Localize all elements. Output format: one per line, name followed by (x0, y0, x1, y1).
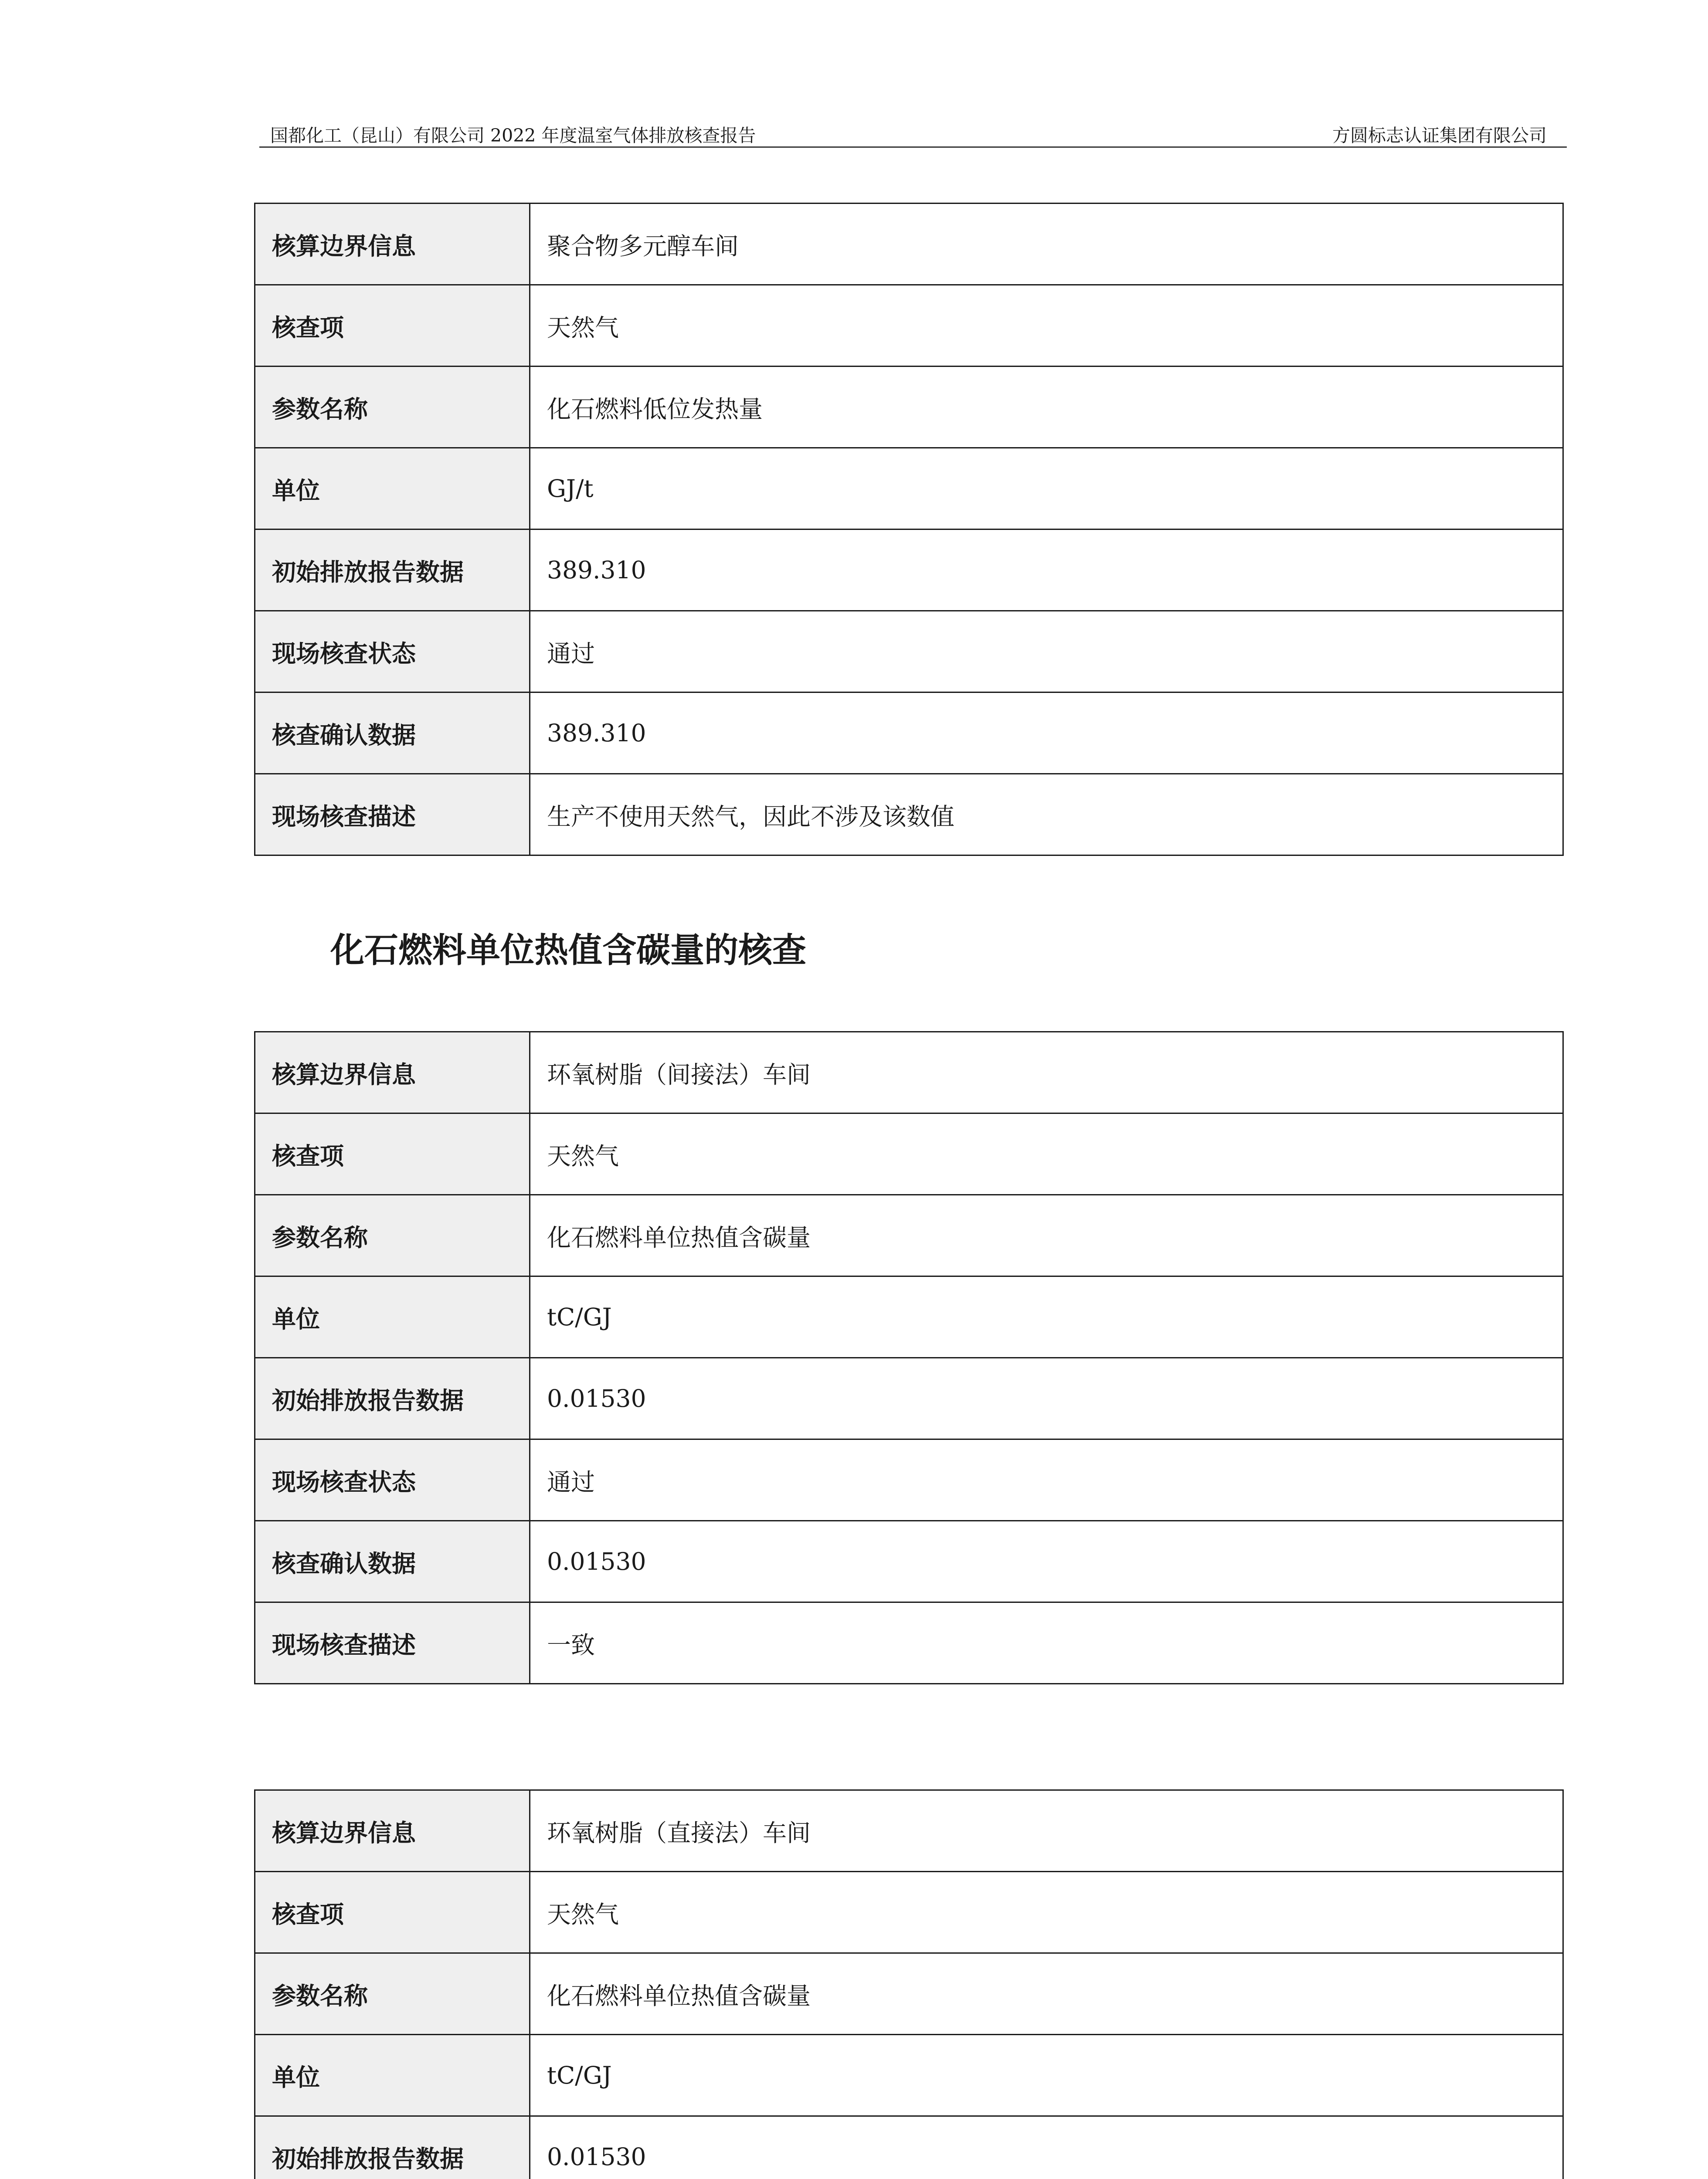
row-value: tC/GJ (530, 1276, 1563, 1358)
table-row (255, 1521, 1563, 1602)
table-row (255, 1195, 1563, 1276)
row-value: 0.01530 (530, 1521, 1563, 1602)
row-label: 核查项 (255, 1872, 530, 1953)
row-label: 现场核查状态 (255, 611, 530, 692)
row-value: 389.310 (530, 529, 1563, 611)
section-heading: 化石燃料单位热值含碳量的核查 (330, 931, 807, 970)
table-row (255, 285, 1563, 367)
row-label: 核查项 (255, 1113, 530, 1195)
verification-table-2 (254, 1031, 1564, 1684)
row-label: 核算边界信息 (255, 1790, 530, 1872)
row-value: 环氧树脂（直接法）车间 (530, 1790, 1563, 1872)
row-value: 0.01530 (530, 1358, 1563, 1439)
table-row (255, 529, 1563, 611)
row-value: 生产不使用天然气，因此不涉及该数值 (530, 774, 1563, 855)
row-value: 0.01530 (530, 2116, 1563, 2179)
running-header-title: 国都化工（昆山）有限公司 2022 年度温室气体排放核查报告 (270, 125, 756, 146)
table-row (255, 1358, 1563, 1439)
row-label: 核算边界信息 (255, 1032, 530, 1113)
verification-table-1 (254, 203, 1564, 856)
table-row (255, 692, 1563, 774)
row-label: 初始排放报告数据 (255, 2116, 530, 2179)
row-label: 参数名称 (255, 367, 530, 448)
header-divider (259, 146, 1567, 148)
table-row (255, 611, 1563, 692)
table-row (255, 204, 1563, 285)
row-label: 核算边界信息 (255, 204, 530, 285)
row-value: 389.310 (530, 692, 1563, 774)
row-label: 核查项 (255, 285, 530, 367)
row-value: tC/GJ (530, 2035, 1563, 2116)
row-value: 通过 (530, 611, 1563, 692)
row-label: 核查确认数据 (255, 1521, 530, 1602)
table-row (255, 1439, 1563, 1521)
row-value: 一致 (530, 1602, 1563, 1684)
table-row (255, 1032, 1563, 1113)
verification-table-3 (254, 1789, 1564, 2179)
row-label: 现场核查状态 (255, 1439, 530, 1521)
table-row (255, 774, 1563, 855)
table-row (255, 2116, 1563, 2179)
row-value: 天然气 (530, 1113, 1563, 1195)
row-label: 单位 (255, 448, 530, 529)
row-label: 初始排放报告数据 (255, 529, 530, 611)
running-header-organization: 方圆标志认证集团有限公司 (1332, 125, 1547, 146)
row-value: 化石燃料单位热值含碳量 (530, 1953, 1563, 2035)
row-value: 通过 (530, 1439, 1563, 1521)
row-label: 现场核查描述 (255, 774, 530, 855)
row-label: 参数名称 (255, 1195, 530, 1276)
row-label: 单位 (255, 2035, 530, 2116)
row-value: 化石燃料低位发热量 (530, 367, 1563, 448)
row-value: 聚合物多元醇车间 (530, 204, 1563, 285)
row-value: 天然气 (530, 1872, 1563, 1953)
table-row (255, 1953, 1563, 2035)
row-value: 天然气 (530, 285, 1563, 367)
row-value: 化石燃料单位热值含碳量 (530, 1195, 1563, 1276)
table-row (255, 2035, 1563, 2116)
row-label: 现场核查描述 (255, 1602, 530, 1684)
table-row (255, 1113, 1563, 1195)
row-label: 核查确认数据 (255, 692, 530, 774)
row-label: 单位 (255, 1276, 530, 1358)
table-row (255, 367, 1563, 448)
table-row (255, 1276, 1563, 1358)
row-value: GJ/t (530, 448, 1563, 529)
table-row (255, 448, 1563, 529)
table-row (255, 1872, 1563, 1953)
row-label: 初始排放报告数据 (255, 1358, 530, 1439)
row-value: 环氧树脂（间接法）车间 (530, 1032, 1563, 1113)
table-row (255, 1790, 1563, 1872)
row-label: 参数名称 (255, 1953, 530, 2035)
table-row (255, 1602, 1563, 1684)
